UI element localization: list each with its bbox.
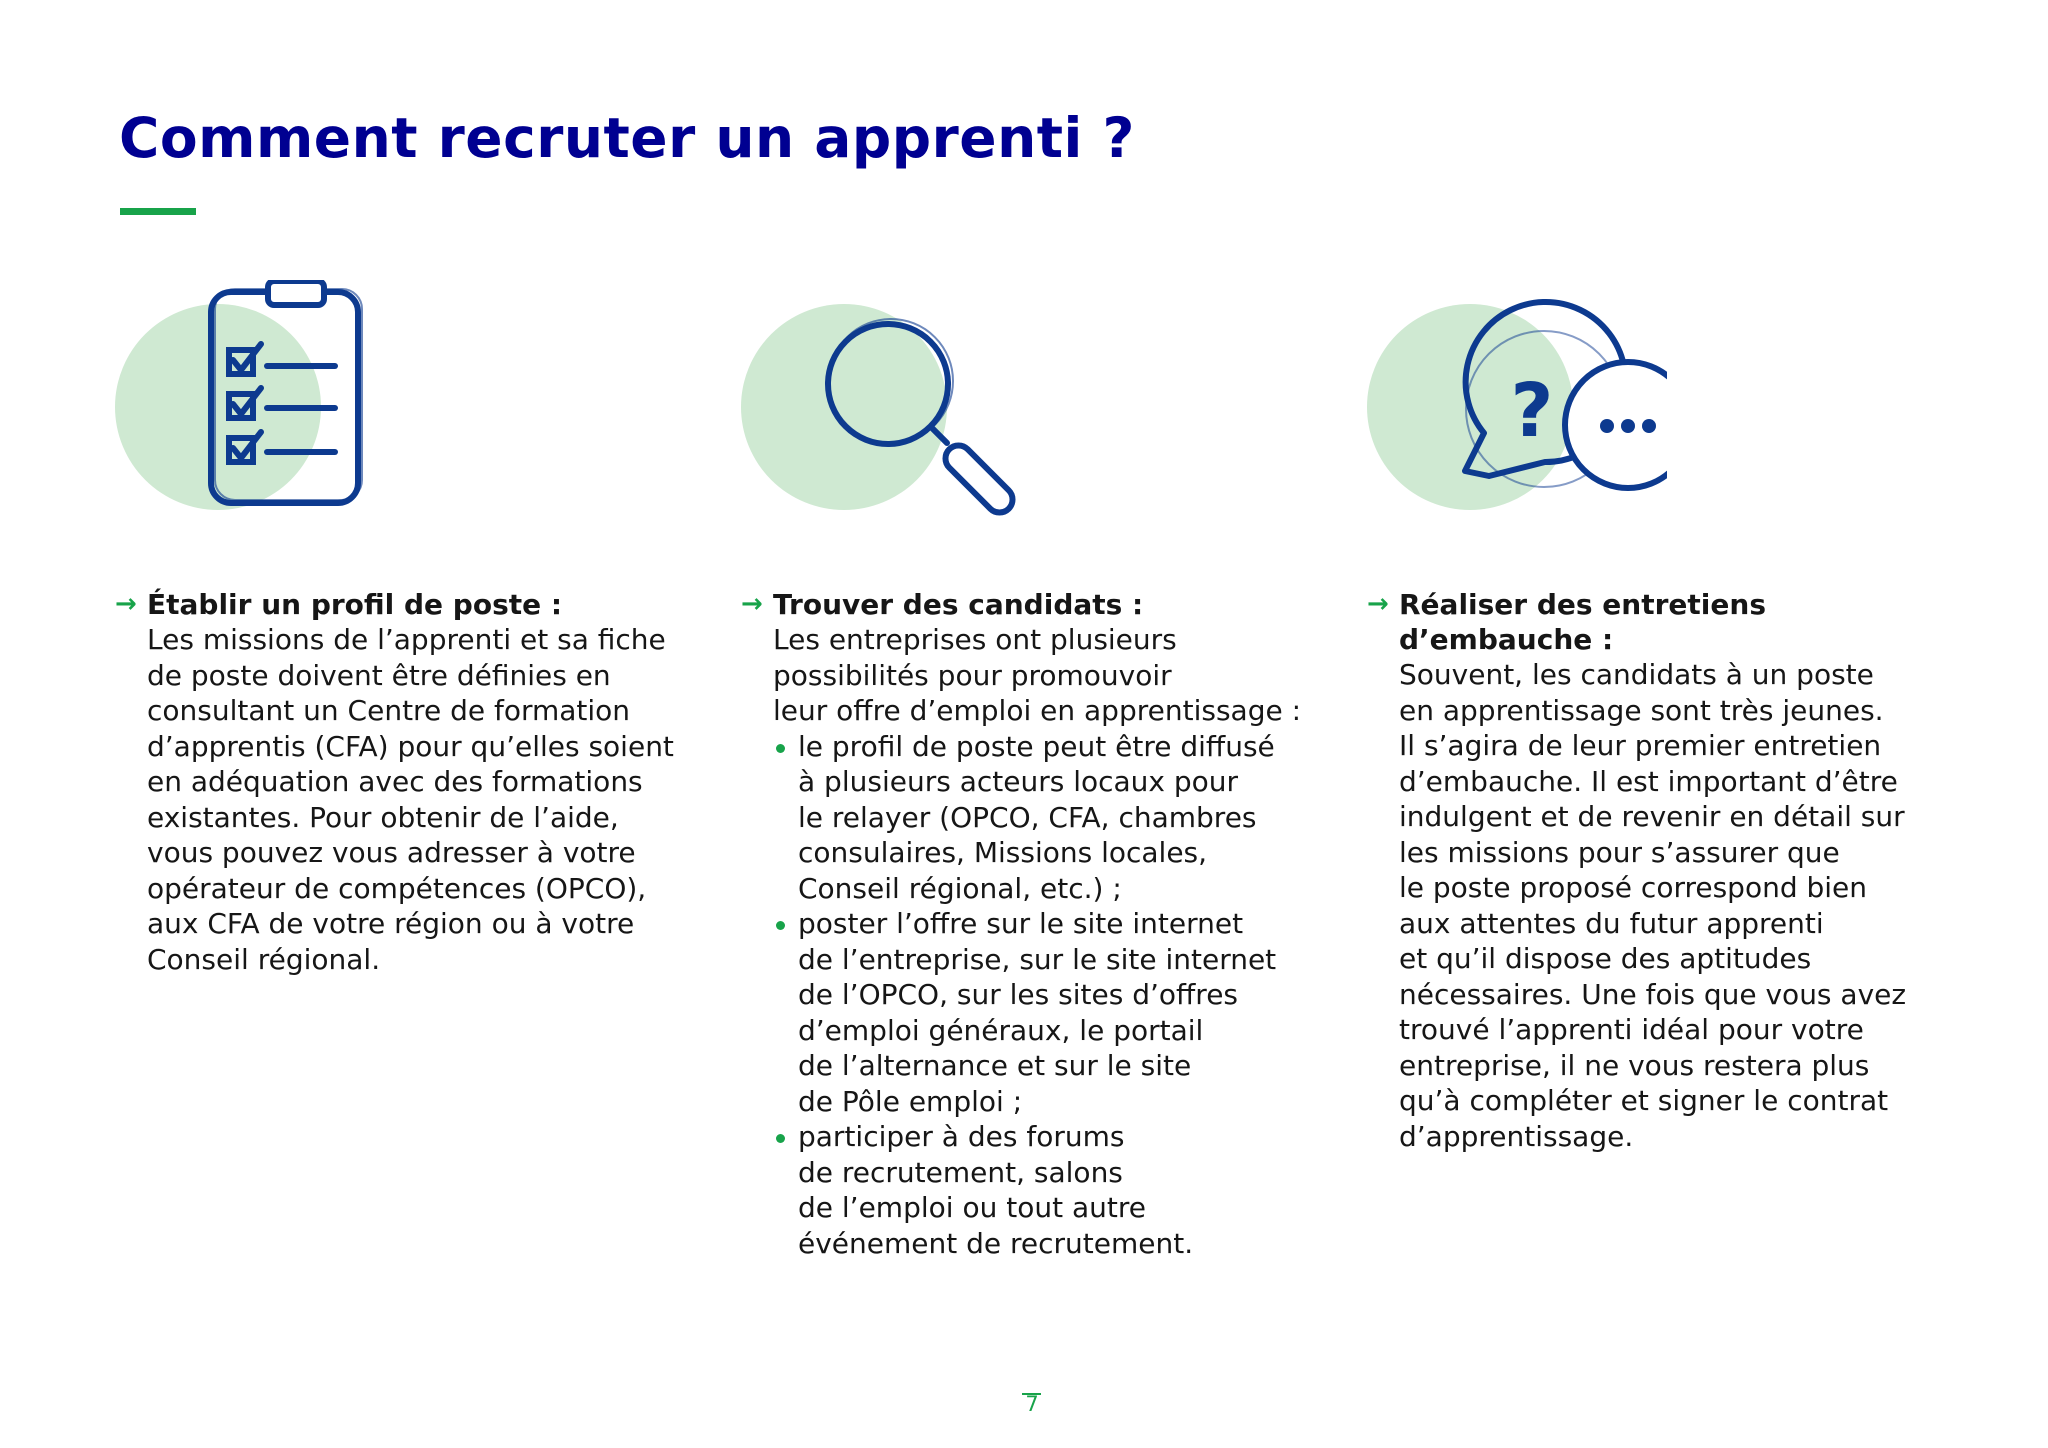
text-line: Les missions de l’apprenti et sa fiche — [147, 623, 666, 656]
arrow-right-icon: → — [115, 589, 137, 619]
text-line: leur offre d’emploi en apprentissage : — [773, 694, 1302, 727]
text-line: d’apprentis (CFA) pour qu’elles soient — [147, 729, 674, 763]
text-line: qu’à compléter et signer le contrat — [1399, 1084, 1889, 1117]
text-line: entreprise, il ne vous restera plus — [1399, 1048, 1870, 1082]
paragraph — [1367, 657, 1967, 1154]
page-title: Comment recruter un apprenti ? — [119, 106, 1135, 170]
text-line: et qu’il dispose des aptitudes — [1399, 942, 1812, 975]
text-line: de l’alternance et sur le site — [798, 1049, 1192, 1082]
column-job-profile — [115, 280, 715, 977]
text-line: à plusieurs acteurs locaux pour — [798, 765, 1239, 798]
text-line: possibilités pour promouvoir — [773, 658, 1172, 692]
text-line: de l’OPCO, sur les sites d’offres — [798, 978, 1239, 1011]
text-line: poster l’offre sur le site internet — [798, 907, 1244, 940]
text-line: de poste doivent être définies en — [147, 658, 611, 692]
text-line: de Pôle emploi ; — [798, 1084, 1023, 1118]
text-line: de l’emploi ou tout autre — [798, 1191, 1146, 1224]
text-line: existantes. Pour obtenir de l’aide, — [147, 800, 619, 834]
bullet-dot-icon — [776, 1134, 785, 1143]
heading-text: Établir un profil de poste : — [147, 588, 563, 621]
list-item — [798, 906, 1341, 1119]
paragraph — [741, 622, 1341, 729]
text-line: d’embauche. Il est important d’être — [1399, 764, 1898, 798]
section-heading — [115, 587, 715, 622]
column-find-candidates — [741, 280, 1341, 1261]
text-line: le relayer (OPCO, CFA, chambres — [798, 800, 1257, 834]
text-line: opérateur de compétences (OPCO), — [147, 871, 647, 905]
bullet-list — [741, 729, 1341, 1262]
text-line: de recrutement, salons — [798, 1155, 1123, 1189]
text-line: le profil de poste peut être diffusé — [798, 729, 1275, 763]
text-line: les missions pour s’assurer que — [1399, 835, 1840, 869]
text-line: indulgent et de revenir en détail sur — [1399, 800, 1905, 833]
text-line: en apprentissage sont très jeunes. — [1399, 693, 1884, 727]
text-line: d’emploi généraux, le portail — [798, 1013, 1204, 1047]
list-item — [798, 1119, 1341, 1261]
text-line: Conseil régional, etc.) ; — [798, 871, 1122, 905]
bullet-dot-icon — [776, 921, 785, 930]
text-line: aux CFA de votre région ou à votre — [147, 907, 635, 940]
arrow-right-icon: → — [1367, 589, 1389, 619]
text-line: Il s’agira de leur premier entretien — [1399, 729, 1882, 762]
heading-text: Trouver des candidats : — [773, 588, 1144, 621]
magnifying-glass-icon — [741, 280, 1041, 520]
bullet-dot-icon — [776, 744, 785, 753]
question-mark-icon: ? — [1510, 368, 1554, 454]
paragraph — [115, 622, 715, 977]
text-line: d’apprentissage. — [1399, 1119, 1634, 1153]
text-line: Les entreprises ont plusieurs — [773, 623, 1177, 656]
title-underline — [120, 208, 196, 215]
text-line: vous pouvez vous adresser à votre — [147, 836, 636, 869]
text-line: le poste proposé correspond bien — [1399, 871, 1868, 904]
text-line: Conseil régional. — [147, 942, 381, 976]
text-line: événement de recrutement. — [798, 1226, 1194, 1260]
text-line: consultant un Centre de formation — [147, 694, 631, 727]
text-line: consulaires, Missions locales, — [798, 836, 1208, 869]
clipboard-checklist-icon — [115, 280, 415, 520]
page-number: 7 — [1025, 1392, 1039, 1416]
text-line: participer à des forums — [798, 1120, 1125, 1153]
speech-bubbles-icon — [1367, 280, 1667, 520]
text-line: en adéquation avec des formations — [147, 765, 643, 798]
section-heading — [741, 587, 1341, 622]
text-line: nécessaires. Une fois que vous avez — [1399, 977, 1907, 1011]
text-line: trouvé l’apprenti idéal pour votre — [1399, 1013, 1864, 1046]
column-interviews — [1367, 280, 1967, 1154]
arrow-right-icon: → — [741, 589, 763, 619]
text-line: aux attentes du futur apprenti — [1399, 906, 1824, 940]
list-item — [798, 729, 1341, 907]
heading-text: Réaliser des entretiens d’embauche : — [1399, 588, 1766, 656]
text-line: de l’entreprise, sur le site internet — [798, 942, 1277, 976]
section-heading — [1367, 587, 1967, 657]
text-line: Souvent, les candidats à un poste — [1399, 658, 1874, 691]
